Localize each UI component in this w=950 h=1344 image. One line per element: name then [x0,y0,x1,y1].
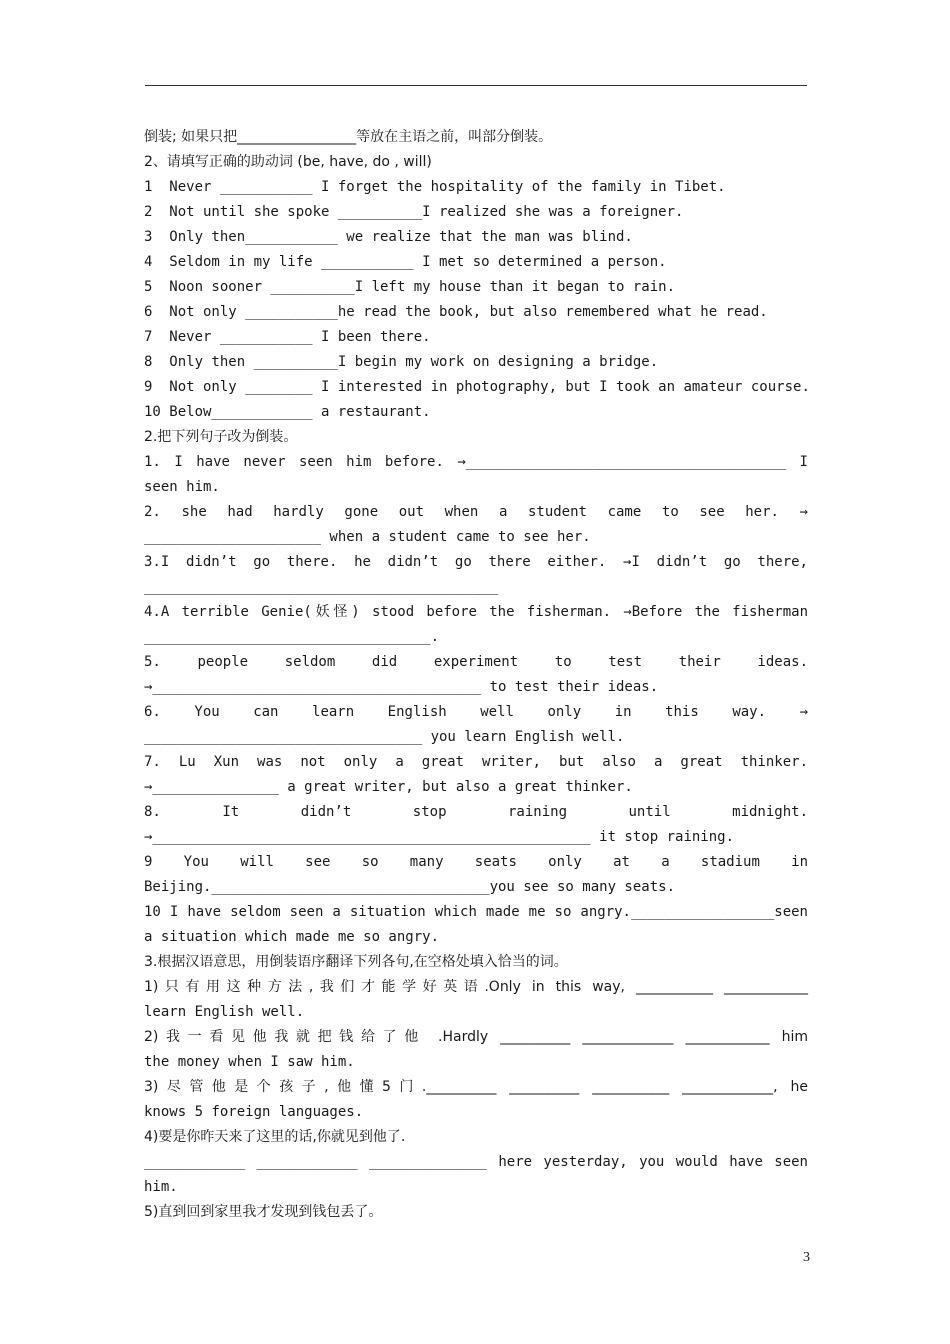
translation-item: 4)要是你昨天来了这里的话,你就见到他了. [144,1129,406,1145]
exercise-item-cont: a situation which made me so angry. [144,929,440,945]
translation-item: 3)尽管他是个孩子,他懂5门.__________ __________ ___________ _____________, he [144,1079,808,1095]
translation-item-cont: learn English well. [144,1004,305,1020]
exercise-item: 6. You can learn English well only in this way. → [144,704,808,720]
page-number: 3 [803,1250,810,1265]
exercise-item-cont: __________________________________________ [144,579,499,595]
section-heading: 2、请填写正确的助动词 (be, have, do , will) [144,154,432,170]
section-heading: 2.把下列句子改为倒装。 [144,429,298,445]
translation-item-cont: ____________ ____________ ______________ here yesterday, you would have seen [144,1154,808,1170]
exercise-item: 4 Seldom in my life ___________ I met so determined a person. [144,254,667,270]
translation-item-cont: the money when I saw him. [144,1054,355,1070]
exercise-item-cont: Beijing._________________________________you see so many seats. [144,879,676,895]
exercise-item: 2 Not until she spoke __________I realized she was a foreigner. [144,204,684,220]
exercise-item-cont: _____________________ when a student came to see her. [144,529,591,545]
text-line: 倒装; 如果只把_________________等放在主语之前，叫部分倒装。 [144,129,553,145]
exercise-item: 5. people seldom did experiment to test their ideas. [144,654,808,670]
translation-item-cont: knows 5 foreign languages. [144,1104,364,1120]
exercise-item: 7 Never ___________ I been there. [144,329,431,345]
exercise-item: 2. she had hardly gone out when a student came to see her. → [144,504,808,520]
translation-item: 2)我一看见他我就把钱给了他 .Hardly __________ _____________ ____________ him [144,1029,808,1045]
exercise-item: 10 I have seldom seen a situation which made me so angry._________________seen [144,904,808,920]
exercise-item: 4.A terrible Genie(妖怪) stood before the fisherman. →Before the fisherman [144,604,808,620]
exercise-item: 8. It didn’t stop raining until midnight. [144,804,808,820]
exercise-item: 3.I didn’t go there. he didn’t go there either. →I didn’t go there, [144,554,808,570]
exercise-item: 1 Never ___________ I forget the hospitality of the family in Tibet. [144,179,726,195]
translation-item: 1)只有用这种方法,我们才能学好英语.Only in this way, ___________ ____________ [144,979,808,995]
exercise-item: 9 Not only ________ I interested in photography, but I took an amateur course. [144,379,810,395]
exercise-item-cont: →____________________________________________________ it stop raining. [144,829,735,845]
exercise-item-cont: _________________________________ you learn English well. [144,729,625,745]
exercise-item: 3 Only then___________ we realize that the man was blind. [144,229,633,245]
section-heading: 3.根据汉语意思，用倒装语序翻译下列各句,在空格处填入恰当的词。 [144,954,568,970]
exercise-item: 9 You will see so many seats only at a stadium in [144,854,808,870]
exercise-item: 10 Below____________ a restaurant. [144,404,431,420]
exercise-item-cont: seen him. [144,479,220,495]
translation-item: 5)直到回到家里我才发现到钱包丢了。 [144,1204,383,1220]
exercise-item: 6 Not only ___________he read the book, but also remembered what he read. [144,304,768,320]
exercise-item-cont: __________________________________. [144,629,440,645]
exercise-item-cont: →_______________________________________ to test their ideas. [144,679,659,695]
exercise-item: 1. I have never seen him before. →______________________________________ I [144,454,808,470]
exercise-item: 8 Only then __________I begin my work on designing a bridge. [144,354,659,370]
exercise-item: 7. Lu Xun was not only a great writer, but also a great thinker. [144,754,808,770]
exercise-item: 5 Noon sooner __________I left my house than it began to rain. [144,279,676,295]
exercise-item-cont: →_______________ a great writer, but also a great thinker. [144,779,633,795]
header-rule [145,85,807,86]
translation-item-cont: him. [144,1179,178,1195]
